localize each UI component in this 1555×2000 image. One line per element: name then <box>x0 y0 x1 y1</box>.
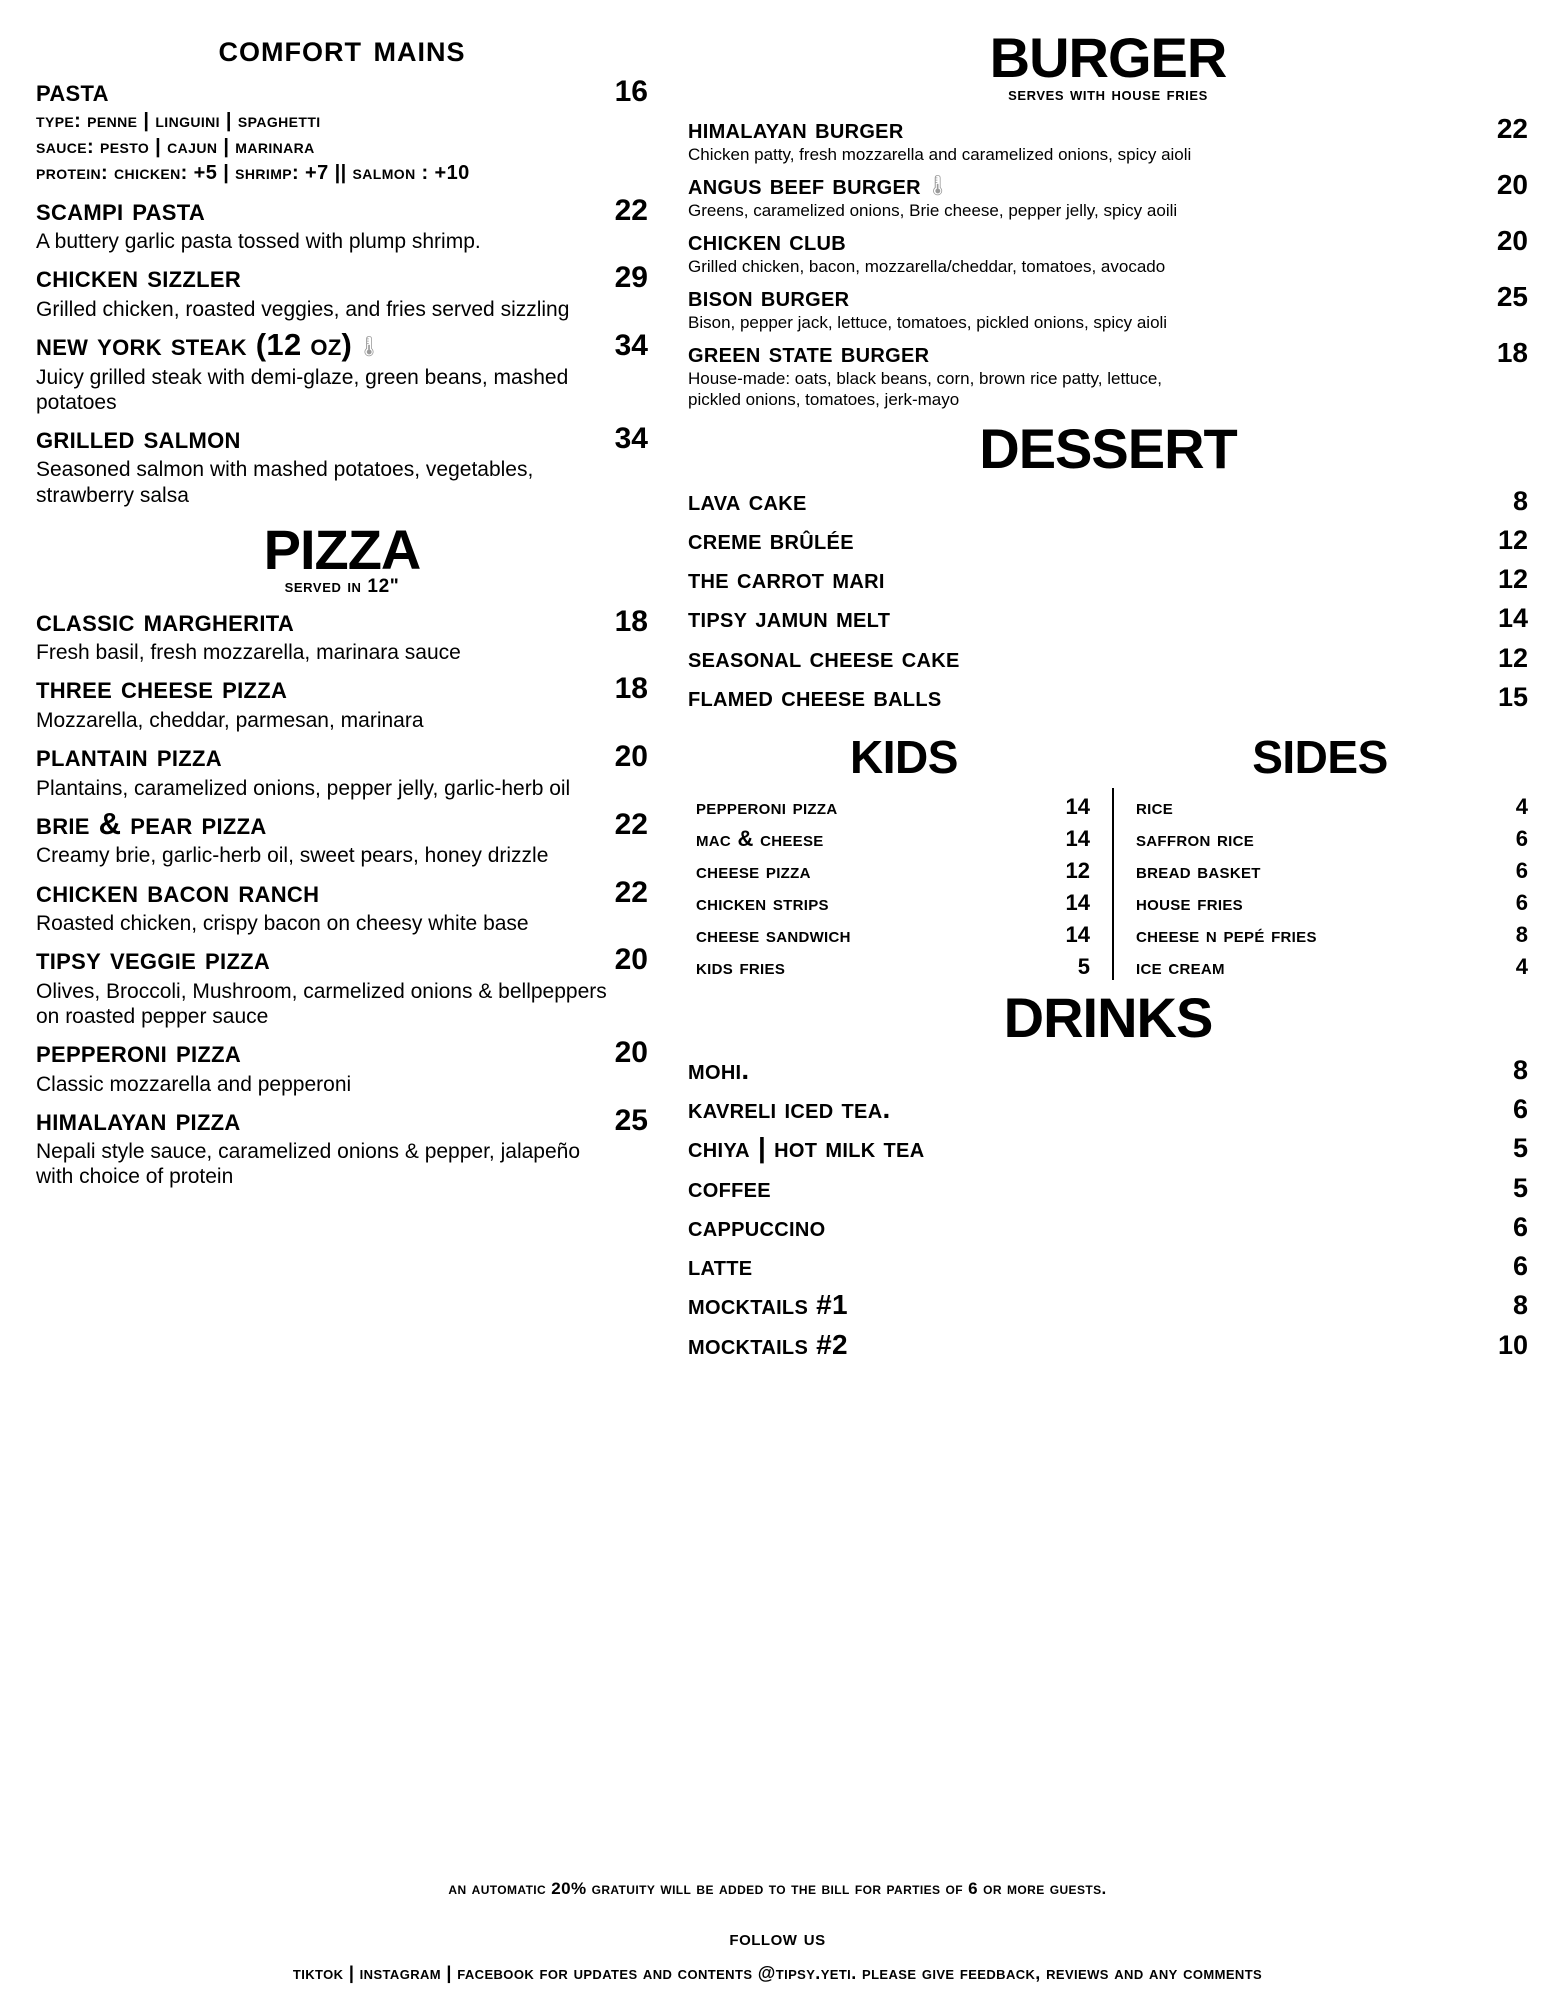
item-description: Plantains, caramelized onions, pepper jelly, garlic-herb oil <box>36 776 571 800</box>
kids-item-cheese-pizza <box>696 858 1090 884</box>
menu-item-three-cheese-pizza <box>36 671 648 705</box>
item-price: 25 <box>1496 280 1528 312</box>
kids-sides-table <box>688 788 1528 980</box>
dessert-list <box>688 486 1528 712</box>
menu-item-himalayan-pizza <box>36 1103 648 1137</box>
item-description: Roasted chicken, crispy bacon on cheesy white base <box>36 912 529 936</box>
social-handles-note: tiktok | instagram | facebook for updates and contents @tipsy.yeti. please give feedback, reviews and any comments <box>292 1963 1263 1983</box>
kids-item-kids-fries <box>696 954 1090 980</box>
menu-item-chiya-hot-milk-tea <box>688 1133 1528 1163</box>
menu-item-brie-pear-pizza <box>36 807 648 841</box>
item-price: 14 <box>1065 889 1090 915</box>
item-price: 16 <box>614 75 648 108</box>
item-price: 22 <box>614 193 648 227</box>
item-price: 5 <box>1077 953 1090 979</box>
item-name: chicken strips <box>696 889 829 915</box>
kids-sides-headings <box>688 730 1528 783</box>
item-name: pepperoni pizza <box>36 1034 242 1070</box>
item-description: Mozzarella, cheddar, parmesan, marinara <box>36 708 424 732</box>
item-name: cheese sandwich <box>696 921 851 947</box>
item-price: 20 <box>1496 168 1528 200</box>
sides-item-bread-basket <box>1136 858 1528 884</box>
item-name: kids fries <box>696 953 786 979</box>
item-description: Juicy grilled steak with demi-glaze, green beans, mashed potatoes <box>36 365 569 414</box>
item-price: 8 <box>1512 1290 1528 1321</box>
item-price: 25 <box>614 1103 648 1137</box>
item-description: Nepali style sauce, caramelized onions & pepper, jalapeño with choice of protein <box>36 1140 581 1189</box>
item-price: 6 <box>1515 857 1528 883</box>
menu-item-coffee <box>688 1173 1528 1203</box>
item-name: green state burger <box>688 336 930 368</box>
item-description: Creamy brie, garlic-herb oil, sweet pears, honey drizzle <box>36 844 549 868</box>
item-name: tipsy veggie pizza <box>36 941 271 977</box>
item-description: Grilled chicken, bacon, mozzarella/cheddar, tomatoes, avocado <box>688 257 1166 277</box>
item-name: bread basket <box>1136 857 1261 883</box>
item-price: 5 <box>1512 1133 1528 1164</box>
menu-item-pepperoni-pizza <box>36 1035 648 1069</box>
thermometer-icon: 🌡 <box>924 174 951 197</box>
sides-item-ice-cream <box>1136 954 1528 980</box>
item-name: angus beef burger 🌡 <box>688 168 951 200</box>
item-price: 14 <box>1065 825 1090 851</box>
menu-item-tipsy-veggie-pizza <box>36 942 648 976</box>
sides-item-rice <box>1136 794 1528 820</box>
item-name: ice cream <box>1136 953 1225 979</box>
item-name: three cheese pizza <box>36 670 288 706</box>
pasta-spec-sauce: sauce: pesto | cajun | marinara <box>36 135 315 158</box>
item-name: chicken bacon ranch <box>36 873 320 909</box>
menu-item-classic-margherita <box>36 604 648 638</box>
menu-item-latte <box>688 1251 1528 1281</box>
follow-us-heading: follow us <box>729 1927 826 1950</box>
menu-item-bison-burger <box>688 282 1528 312</box>
item-description: A buttery garlic pasta tossed with plump shrimp. <box>36 230 481 254</box>
item-name: classic margherita <box>36 602 295 638</box>
item-price: 5 <box>1512 1172 1528 1203</box>
menu-item-flamed-cheese-balls <box>688 682 1528 712</box>
item-name: seasonal cheese cake <box>688 641 960 673</box>
menu-item-cappuccino <box>688 1212 1528 1242</box>
item-name: latte <box>688 1250 753 1282</box>
item-name: new york steak (12 oz) 🌡 <box>36 327 382 363</box>
item-price: 29 <box>614 261 648 295</box>
kids-item-chicken-strips <box>696 890 1090 916</box>
item-price: 18 <box>614 672 648 706</box>
item-name: mocktails #1 <box>688 1289 848 1321</box>
item-name: the carrot mari <box>688 563 885 595</box>
item-name: cappuccino <box>688 1210 826 1242</box>
menu-item-seasonal-cheese-cake <box>688 643 1528 673</box>
kids-column <box>696 788 1112 980</box>
pasta-spec-protein: protein: chicken: +5 | shrimp: +7 || salmon : +10 <box>36 162 470 185</box>
item-name: creme brûlée <box>688 523 854 555</box>
item-description: Grilled chicken, roasted veggies, and fries served sizzling <box>36 297 570 321</box>
pasta-spec-type: type: penne | linguini | spaghetti <box>36 109 321 132</box>
menu-item-tipsy-jamun-melt <box>688 603 1528 633</box>
item-price: 15 <box>1497 681 1528 712</box>
gratuity-note: an automatic 20% gratuity will be added to the bill for parties of 6 or more guests. <box>448 1879 1107 1898</box>
item-name: cheese n pepé fries <box>1136 921 1317 947</box>
sides-item-cheese-n-pepe-fries <box>1136 922 1528 948</box>
menu-item-lava-cake <box>688 486 1528 516</box>
item-price: 20 <box>614 1036 648 1070</box>
item-price: 12 <box>1497 642 1528 673</box>
item-price: 18 <box>614 604 648 638</box>
item-name: himalayan pizza <box>36 1101 241 1137</box>
menu-item-himalayan-burger <box>688 114 1528 144</box>
section-heading-comfort-mains: comfort mains <box>218 28 466 70</box>
item-description: Classic mozzarella and pepperoni <box>36 1072 352 1096</box>
item-description: House-made: oats, black beans, corn, brown rice patty, lettuce, pickled onions, tomatoes, jerk-mayo <box>688 369 1163 409</box>
item-name: mocktails #2 <box>688 1328 848 1360</box>
item-name: plantain pizza <box>36 738 222 774</box>
item-price: 4 <box>1515 953 1528 979</box>
item-description: Chicken patty, fresh mozzarella and caramelized onions, spicy aioli <box>688 145 1192 165</box>
item-price: 12 <box>1065 857 1090 883</box>
item-description: Greens, caramelized onions, Brie cheese, pepper jelly, spicy aoili <box>688 201 1178 221</box>
menu-item-new-york-steak <box>36 328 648 362</box>
item-price: 12 <box>1497 564 1528 595</box>
burger-list <box>688 114 1528 411</box>
item-name: pepperoni pizza <box>696 793 838 819</box>
item-price: 22 <box>614 807 648 841</box>
item-name: saffron rice <box>1136 825 1255 851</box>
item-price: 22 <box>1496 113 1528 144</box>
item-name: mohi. <box>688 1053 750 1085</box>
item-name: flamed cheese balls <box>688 680 942 712</box>
item-description: Seasoned salmon with mashed potatoes, vegetables, strawberry salsa <box>36 458 534 507</box>
item-price: 20 <box>614 943 648 977</box>
kids-item-cheese-sandwich <box>696 922 1090 948</box>
item-price: 8 <box>1512 485 1528 516</box>
item-price: 6 <box>1512 1094 1528 1125</box>
item-price: 14 <box>1065 921 1090 947</box>
menu-item-chicken-club <box>688 226 1528 256</box>
kids-item-mac-and-cheese <box>696 826 1090 852</box>
item-name: tipsy jamun melt <box>688 602 891 634</box>
menu-item-pasta <box>36 74 648 108</box>
item-name: mac & cheese <box>696 825 824 851</box>
item-price: 6 <box>1515 825 1528 851</box>
item-description: Fresh basil, fresh mozzarella, marinara sauce <box>36 641 461 665</box>
menu-footer <box>0 1879 1555 1984</box>
item-name: pasta <box>36 73 109 108</box>
section-heading-drinks: DRINKS <box>1003 985 1213 1049</box>
item-name: chicken sizzler <box>36 259 242 295</box>
menu-item-the-carrot-mari <box>688 564 1528 594</box>
menu-item-scampi-pasta <box>36 193 648 227</box>
item-name: himalayan burger <box>688 113 904 144</box>
section-heading-pizza: PIZZA <box>263 517 421 581</box>
menu-item-chicken-bacon-ranch <box>36 875 648 909</box>
sides-column <box>1112 788 1528 980</box>
item-name: brie & pear pizza <box>36 805 267 841</box>
menu-item-creme-brulee <box>688 525 1528 555</box>
sides-item-saffron-rice <box>1136 826 1528 852</box>
item-price: 18 <box>1496 336 1528 368</box>
item-price: 6 <box>1512 1211 1528 1242</box>
item-price: 14 <box>1065 793 1090 819</box>
menu-item-mocktails-2 <box>688 1330 1528 1360</box>
section-heading-burger: BURGER <box>989 26 1227 89</box>
item-price: 22 <box>614 875 648 909</box>
menu-item-mohi <box>688 1055 1528 1085</box>
item-name: chiya | hot milk tea <box>688 1132 925 1164</box>
section-subheading-burger: serves with house fries <box>1008 84 1208 105</box>
item-price: 8 <box>1512 1054 1528 1085</box>
item-name: bison burger <box>688 280 850 312</box>
section-heading-kids: KIDS <box>850 730 958 783</box>
drinks-list <box>688 1055 1528 1360</box>
item-price: 14 <box>1497 603 1528 634</box>
section-heading-sides: SIDES <box>1252 730 1388 783</box>
item-name: grilled salmon <box>36 419 241 455</box>
item-price: 10 <box>1497 1329 1528 1360</box>
item-name: chicken club <box>688 224 847 256</box>
item-price: 6 <box>1512 1251 1528 1282</box>
item-description: Olives, Broccoli, Mushroom, carmelized onions & bellpeppers on roasted pepper sauce <box>36 979 607 1028</box>
sides-item-house-fries <box>1136 890 1528 916</box>
menu-item-mocktails-1 <box>688 1290 1528 1320</box>
item-name: rice <box>1136 793 1174 819</box>
left-column <box>28 30 648 1190</box>
item-price: 34 <box>614 329 648 363</box>
item-price: 12 <box>1497 524 1528 555</box>
thermometer-icon: 🌡 <box>356 336 382 359</box>
right-column <box>648 26 1528 1360</box>
item-name: coffee <box>688 1171 771 1203</box>
item-price: 34 <box>614 421 648 455</box>
section-heading-dessert: DESSERT <box>979 416 1237 480</box>
item-name: kavreli iced tea. <box>688 1093 891 1125</box>
item-name: cheese pizza <box>696 857 811 883</box>
menu-item-grilled-salmon <box>36 421 648 455</box>
menu-item-green-state-burger <box>688 338 1528 368</box>
menu-item-kavreli-iced-tea <box>688 1094 1528 1124</box>
kids-item-pepperoni-pizza <box>696 794 1090 820</box>
item-name: house fries <box>1136 889 1243 915</box>
item-name: lava cake <box>688 484 807 516</box>
item-price: 20 <box>1496 224 1528 256</box>
menu-item-chicken-sizzler <box>36 260 648 294</box>
menu-item-angus-beef-burger <box>688 170 1528 200</box>
item-description: Bison, pepper jack, lettuce, tomatoes, pickled onions, spicy aioli <box>688 313 1168 333</box>
menu-item-plantain-pizza <box>36 739 648 773</box>
item-price: 20 <box>614 740 648 774</box>
item-name: scampi pasta <box>36 191 206 227</box>
item-price: 8 <box>1515 921 1528 947</box>
item-price: 6 <box>1515 889 1528 915</box>
section-subheading-pizza: served in 12" <box>284 575 400 597</box>
item-price: 4 <box>1515 793 1528 819</box>
